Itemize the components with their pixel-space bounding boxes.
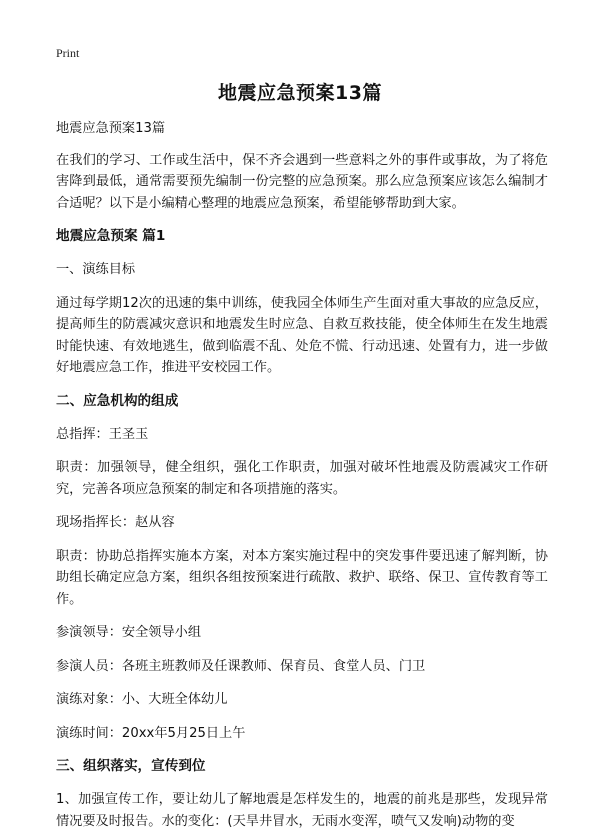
participants-line: 参演人员：各班主班教师及任课教师、保育员、食堂人员、门卫 — [56, 658, 426, 674]
publicity-paragraph: 1、加强宣传工作，要让幼儿了解地震是怎样发生的，地震的前兆是那些，发现异常情况要及时报告。水的变化：(天旱井冒水，无雨水变浑，喷气又发响)动物的变 — [56, 792, 548, 828]
target-line: 演练对象：小、大班全体幼儿 — [56, 692, 228, 707]
field-commander-line: 现场指挥长：赵从容 — [56, 515, 175, 530]
commander-line: 总指挥：王圣玉 — [56, 426, 149, 442]
document-title: 地震应急预案13篇 — [218, 82, 382, 104]
print-label[interactable]: Print — [56, 46, 80, 60]
section-heading: 地震应急预案 篇1 — [56, 228, 166, 244]
duty-paragraph-1: 职责：加强领导，健全组织，强化工作职责，加强对破坏性地震及防震减灾工作研究，完善各项应急预案的制定和各项措施的落实。 — [56, 460, 548, 497]
goal-heading: 一、演练目标 — [56, 262, 136, 277]
leader-line: 参演领导：安全领导小组 — [56, 625, 202, 640]
org-heading: 二、应急机构的组成 — [56, 392, 179, 409]
time-line: 演练时间：20xx年5月25日上午 — [56, 725, 246, 741]
intro-title: 地震应急预案13篇 — [56, 121, 166, 136]
publicity-heading: 三、组织落实，宣传到位 — [56, 758, 206, 774]
intro-paragraph: 在我们的学习、工作或生活中，保不齐会遇到一些意料之外的事件或事故，为了将危害降到最低，通常需要预先编制一份完整的应急预案。那么应急预案应该怎么编制才合适呢？以下是小编精心整理的地震应急预案，希望能够帮助到大家。 — [56, 152, 548, 211]
duty-paragraph-2: 职责：协助总指挥实施本方案，对本方案实施过程中的突发事件要迅速了解判断，协助组长确定应急方案，组织各组按预案进行疏散、救护、联络、保卫、宣传教育等工作。 — [56, 548, 548, 607]
document-body — [56, 118, 548, 828]
goal-paragraph: 通过每学期12次的迅速的集中训练，使我园全体师生产生面对重大事故的应急反应，提高师生的防震减灾意识和地震发生时应急、自救互救技能，使全体师生在发生地震时能快速、有效地逃生，做到临震不乱、处危不慌、行动迅速、处置有力，进一步做好地震应急工作，推进平安校园工作。 — [56, 295, 548, 375]
